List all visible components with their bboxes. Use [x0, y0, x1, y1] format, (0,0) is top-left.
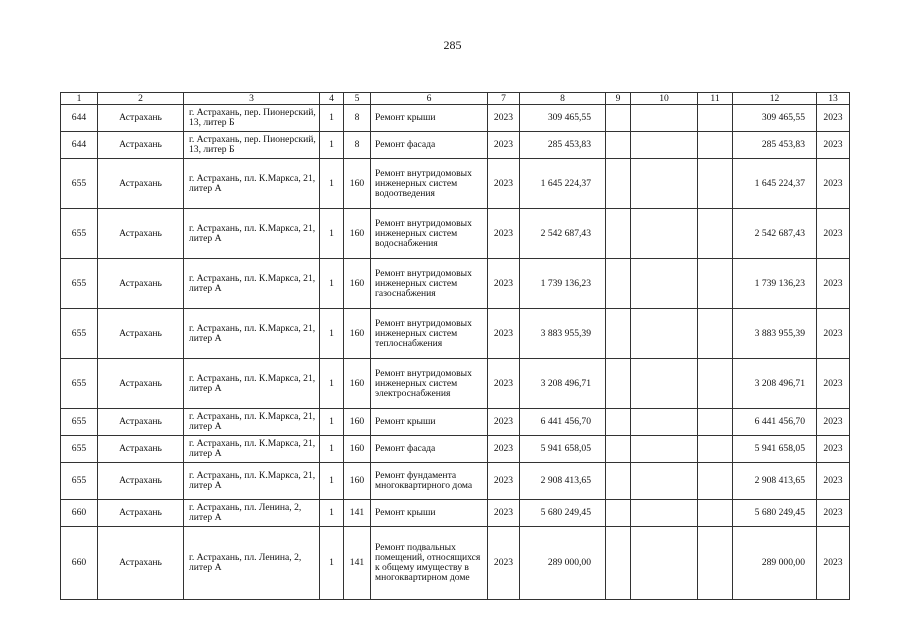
cell-work-type: Ремонт крыши — [371, 409, 488, 436]
cell-col11 — [698, 132, 733, 159]
table-row — [61, 159, 850, 209]
cell-city: Астрахань — [98, 159, 184, 209]
cell-col4: 1 — [320, 159, 344, 209]
cell-number: 655 — [61, 436, 98, 463]
cell-end-year: 2023 — [817, 132, 850, 159]
cell-col10 — [631, 259, 698, 309]
column-number-row — [61, 93, 850, 105]
cell-end-year: 2023 — [817, 309, 850, 359]
cell-number: 655 — [61, 463, 98, 500]
cell-col11 — [698, 527, 733, 600]
cell-work-type: Ремонт внутридомовых инженерных систем электроснабжения — [371, 359, 488, 409]
column-header: 2 — [98, 93, 184, 105]
cell-end-year: 2023 — [817, 527, 850, 600]
cell-total: 2 542 687,43 — [733, 209, 817, 259]
cell-col5: 160 — [344, 309, 371, 359]
cell-col5: 160 — [344, 159, 371, 209]
cell-cost: 309 465,55 — [520, 105, 606, 132]
table-row — [61, 500, 850, 527]
cell-address: г. Астрахань, пл. К.Маркса, 21, литер А — [184, 359, 320, 409]
cell-col4: 1 — [320, 409, 344, 436]
cell-city: Астрахань — [98, 359, 184, 409]
cell-cost: 3 208 496,71 — [520, 359, 606, 409]
cell-col11 — [698, 209, 733, 259]
cell-col9 — [606, 209, 631, 259]
cell-number: 655 — [61, 409, 98, 436]
cell-col10 — [631, 436, 698, 463]
table-row — [61, 209, 850, 259]
column-header: 3 — [184, 93, 320, 105]
table-row — [61, 409, 850, 436]
cell-total: 3 208 496,71 — [733, 359, 817, 409]
cell-col10 — [631, 500, 698, 527]
cell-col5: 160 — [344, 259, 371, 309]
cell-address: г. Астрахань, пл. К.Маркса, 21, литер А — [184, 436, 320, 463]
cell-col10 — [631, 309, 698, 359]
cell-number: 644 — [61, 132, 98, 159]
column-header: 4 — [320, 93, 344, 105]
cell-col4: 1 — [320, 132, 344, 159]
cell-cost: 1 739 136,23 — [520, 259, 606, 309]
cell-city: Астрахань — [98, 436, 184, 463]
column-header: 8 — [520, 93, 606, 105]
cell-work-type: Ремонт подвальных помещений, относящихся к общему имуществу в многоквартирном доме — [371, 527, 488, 600]
cell-col10 — [631, 409, 698, 436]
cell-year: 2023 — [488, 409, 520, 436]
cell-work-type: Ремонт внутридомовых инженерных систем водоотведения — [371, 159, 488, 209]
cell-city: Астрахань — [98, 309, 184, 359]
cell-year: 2023 — [488, 132, 520, 159]
cell-cost: 3 883 955,39 — [520, 309, 606, 359]
cell-end-year: 2023 — [817, 209, 850, 259]
cell-year: 2023 — [488, 500, 520, 527]
cell-number: 655 — [61, 309, 98, 359]
column-header: 9 — [606, 93, 631, 105]
cell-end-year: 2023 — [817, 259, 850, 309]
cell-col11 — [698, 309, 733, 359]
cell-cost: 2 542 687,43 — [520, 209, 606, 259]
cell-end-year: 2023 — [817, 500, 850, 527]
cell-year: 2023 — [488, 309, 520, 359]
cell-number: 655 — [61, 359, 98, 409]
cell-year: 2023 — [488, 259, 520, 309]
cell-address: г. Астрахань, пл. К.Маркса, 21, литер А — [184, 463, 320, 500]
cell-col5: 160 — [344, 463, 371, 500]
cell-end-year: 2023 — [817, 436, 850, 463]
table-row — [61, 436, 850, 463]
repair-registry-table — [60, 92, 850, 600]
cell-work-type: Ремонт внутридомовых инженерных систем теплоснабжения — [371, 309, 488, 359]
column-header: 11 — [698, 93, 733, 105]
cell-col11 — [698, 105, 733, 132]
cell-col5: 8 — [344, 105, 371, 132]
cell-total: 2 908 413,65 — [733, 463, 817, 500]
cell-total: 285 453,83 — [733, 132, 817, 159]
cell-col9 — [606, 436, 631, 463]
cell-number: 644 — [61, 105, 98, 132]
cell-number: 660 — [61, 527, 98, 600]
cell-col4: 1 — [320, 309, 344, 359]
cell-col11 — [698, 500, 733, 527]
cell-work-type: Ремонт крыши — [371, 105, 488, 132]
cell-address: г. Астрахань, пл. К.Маркса, 21, литер А — [184, 259, 320, 309]
cell-col9 — [606, 309, 631, 359]
cell-col4: 1 — [320, 259, 344, 309]
cell-col10 — [631, 463, 698, 500]
cell-total: 6 441 456,70 — [733, 409, 817, 436]
cell-col9 — [606, 259, 631, 309]
cell-cost: 285 453,83 — [520, 132, 606, 159]
cell-total: 289 000,00 — [733, 527, 817, 600]
cell-city: Астрахань — [98, 259, 184, 309]
cell-cost: 1 645 224,37 — [520, 159, 606, 209]
cell-col11 — [698, 463, 733, 500]
cell-col10 — [631, 159, 698, 209]
column-header: 12 — [733, 93, 817, 105]
cell-work-type: Ремонт фасада — [371, 436, 488, 463]
cell-address: г. Астрахань, пл. Ленина, 2, литер А — [184, 500, 320, 527]
cell-work-type: Ремонт крыши — [371, 500, 488, 527]
table-row — [61, 132, 850, 159]
cell-cost: 6 441 456,70 — [520, 409, 606, 436]
cell-city: Астрахань — [98, 105, 184, 132]
column-header: 13 — [817, 93, 850, 105]
cell-end-year: 2023 — [817, 159, 850, 209]
cell-total: 5 941 658,05 — [733, 436, 817, 463]
cell-work-type: Ремонт внутридомовых инженерных систем газоснабжения — [371, 259, 488, 309]
cell-city: Астрахань — [98, 527, 184, 600]
cell-address: г. Астрахань, пл. Ленина, 2, литер А — [184, 527, 320, 600]
cell-col9 — [606, 409, 631, 436]
cell-col11 — [698, 259, 733, 309]
cell-cost: 289 000,00 — [520, 527, 606, 600]
column-header: 10 — [631, 93, 698, 105]
cell-col5: 141 — [344, 500, 371, 527]
cell-col4: 1 — [320, 463, 344, 500]
table-row — [61, 259, 850, 309]
cell-total: 5 680 249,45 — [733, 500, 817, 527]
cell-number: 660 — [61, 500, 98, 527]
table-row — [61, 105, 850, 132]
table-row — [61, 359, 850, 409]
cell-col10 — [631, 209, 698, 259]
cell-total: 1 645 224,37 — [733, 159, 817, 209]
cell-col9 — [606, 500, 631, 527]
cell-address: г. Астрахань, пер. Пионерский, 13, литер Б — [184, 105, 320, 132]
cell-col9 — [606, 159, 631, 209]
cell-work-type: Ремонт фасада — [371, 132, 488, 159]
cell-col5: 160 — [344, 409, 371, 436]
cell-col11 — [698, 436, 733, 463]
cell-col5: 160 — [344, 359, 371, 409]
column-header: 1 — [61, 93, 98, 105]
cell-city: Астрахань — [98, 209, 184, 259]
cell-total: 309 465,55 — [733, 105, 817, 132]
cell-year: 2023 — [488, 159, 520, 209]
cell-address: г. Астрахань, пл. К.Маркса, 21, литер А — [184, 409, 320, 436]
cell-end-year: 2023 — [817, 359, 850, 409]
cell-cost: 5 941 658,05 — [520, 436, 606, 463]
cell-col5: 141 — [344, 527, 371, 600]
table-row — [61, 527, 850, 600]
cell-col10 — [631, 132, 698, 159]
cell-year: 2023 — [488, 527, 520, 600]
cell-work-type: Ремонт внутридомовых инженерных систем водоснабжения — [371, 209, 488, 259]
cell-col5: 160 — [344, 209, 371, 259]
cell-total: 1 739 136,23 — [733, 259, 817, 309]
cell-col4: 1 — [320, 359, 344, 409]
cell-city: Астрахань — [98, 500, 184, 527]
cell-number: 655 — [61, 159, 98, 209]
cell-col4: 1 — [320, 527, 344, 600]
cell-address: г. Астрахань, пл. К.Маркса, 21, литер А — [184, 309, 320, 359]
cell-col4: 1 — [320, 105, 344, 132]
cell-col4: 1 — [320, 500, 344, 527]
cell-col10 — [631, 359, 698, 409]
cell-year: 2023 — [488, 359, 520, 409]
cell-col5: 160 — [344, 436, 371, 463]
cell-year: 2023 — [488, 209, 520, 259]
cell-year: 2023 — [488, 463, 520, 500]
column-header: 6 — [371, 93, 488, 105]
cell-col11 — [698, 159, 733, 209]
cell-number: 655 — [61, 259, 98, 309]
cell-cost: 5 680 249,45 — [520, 500, 606, 527]
cell-col10 — [631, 105, 698, 132]
cell-city: Астрахань — [98, 132, 184, 159]
cell-col10 — [631, 527, 698, 600]
cell-col5: 8 — [344, 132, 371, 159]
cell-end-year: 2023 — [817, 409, 850, 436]
cell-address: г. Астрахань, пл. К.Маркса, 21, литер А — [184, 159, 320, 209]
cell-end-year: 2023 — [817, 105, 850, 132]
cell-city: Астрахань — [98, 463, 184, 500]
cell-end-year: 2023 — [817, 463, 850, 500]
cell-col4: 1 — [320, 209, 344, 259]
cell-col11 — [698, 359, 733, 409]
cell-work-type: Ремонт фундамента многоквартирного дома — [371, 463, 488, 500]
cell-col11 — [698, 409, 733, 436]
cell-address: г. Астрахань, пл. К.Маркса, 21, литер А — [184, 209, 320, 259]
column-header: 7 — [488, 93, 520, 105]
cell-number: 655 — [61, 209, 98, 259]
table-row — [61, 309, 850, 359]
cell-city: Астрахань — [98, 409, 184, 436]
cell-col9 — [606, 359, 631, 409]
column-header: 5 — [344, 93, 371, 105]
cell-col9 — [606, 463, 631, 500]
table-row — [61, 463, 850, 500]
cell-col4: 1 — [320, 436, 344, 463]
cell-cost: 2 908 413,65 — [520, 463, 606, 500]
cell-year: 2023 — [488, 105, 520, 132]
page-number: 285 — [443, 38, 462, 52]
cell-address: г. Астрахань, пер. Пионерский, 13, литер Б — [184, 132, 320, 159]
cell-col9 — [606, 527, 631, 600]
cell-col9 — [606, 132, 631, 159]
cell-col9 — [606, 105, 631, 132]
cell-total: 3 883 955,39 — [733, 309, 817, 359]
cell-year: 2023 — [488, 436, 520, 463]
